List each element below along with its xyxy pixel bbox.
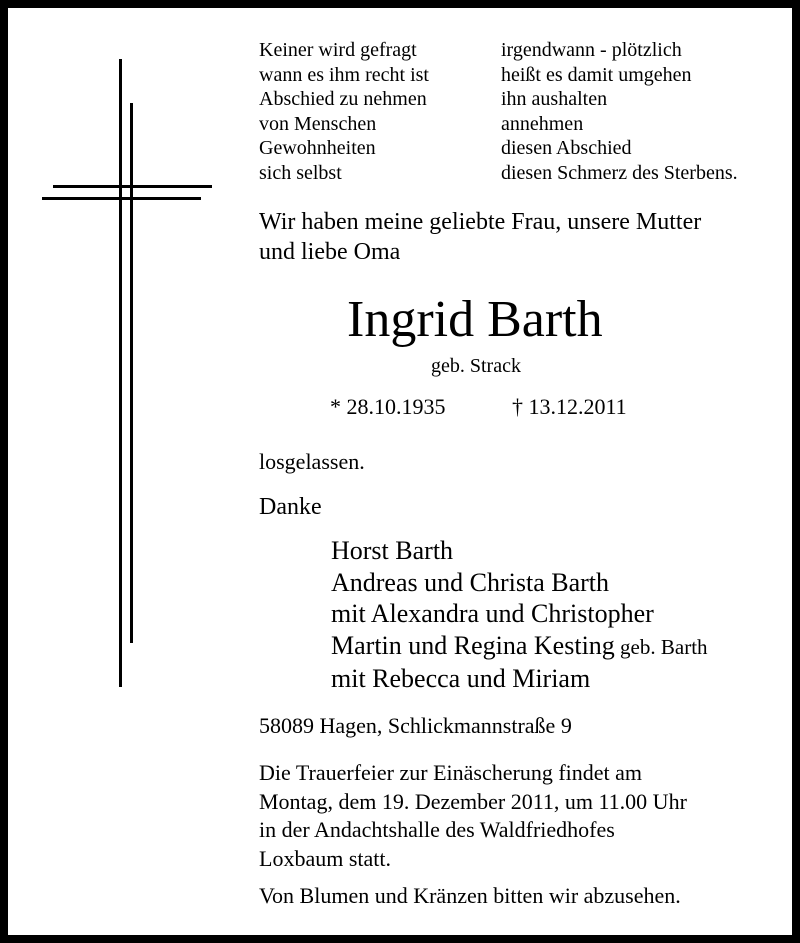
cross-horizontal-bar [42, 197, 201, 200]
deceased-name: Ingrid Barth [347, 291, 603, 348]
cross-vertical-bar [130, 103, 133, 643]
poem-line: Abschied zu nehmen [259, 88, 427, 111]
ceremony-line: in der Andachtshalle des Waldfriedhofes [259, 817, 615, 843]
family-member [331, 630, 708, 664]
ceremony-line: Die Trauerfeier zur Einäscherung findet am [259, 760, 643, 785]
birth-date: * 28.10.1935 [330, 394, 446, 419]
death-date: † 13.12.2011 [512, 394, 627, 419]
flowers-note: Von Blumen und Kränzen bitten wir abzusehen. [259, 883, 681, 908]
ceremony-line: Loxbaum statt. [259, 846, 391, 872]
poem-line: Keiner wird gefragt [259, 39, 417, 61]
poem-line: ihn aushalten [501, 88, 608, 111]
family-member-name: Martin und Regina Kesting [331, 630, 615, 660]
family-member: Andreas und Christa Barth [331, 567, 610, 597]
ceremony-line: Montag, dem 19. Dezember 2011, um 11.00 Uhr [259, 788, 687, 814]
poem-line: Gewohnheiten [259, 137, 376, 160]
address: 58089 Hagen, Schlickmannstraße 9 [259, 713, 572, 738]
cross-horizontal-bar [53, 185, 212, 188]
poem-line: von Menschen [259, 112, 377, 135]
poem-line: sich selbst [259, 161, 342, 184]
poem-line: heißt es damit umgehen [501, 63, 692, 86]
thanks-text: Danke [259, 494, 322, 520]
family-member-birth-name: geb. Barth [614, 634, 708, 659]
intro-line: und liebe Oma [259, 239, 401, 265]
released-text: losgelassen. [259, 449, 365, 474]
family-list [331, 535, 708, 695]
family-member: Horst Barth [331, 536, 454, 565]
poem-line: wann es ihm recht ist [259, 63, 429, 86]
poem-right-column [501, 38, 738, 186]
birth-name: geb. Strack [431, 355, 521, 377]
intro-text [259, 207, 701, 267]
poem-left-column [259, 38, 429, 186]
family-member: mit Alexandra und Christopher [331, 599, 654, 629]
poem-line: annehmen [501, 112, 584, 135]
poem-line: irgendwann - plötzlich [501, 39, 682, 61]
intro-line: Wir haben meine geliebte Frau, unsere Mutter [259, 209, 702, 235]
cross-vertical-bar [119, 59, 122, 687]
family-member: mit Rebecca und Miriam [331, 664, 591, 694]
poem-line: diesen Abschied [501, 137, 632, 160]
ceremony-text [259, 759, 687, 874]
poem-line: diesen Schmerz des Sterbens. [501, 161, 738, 184]
